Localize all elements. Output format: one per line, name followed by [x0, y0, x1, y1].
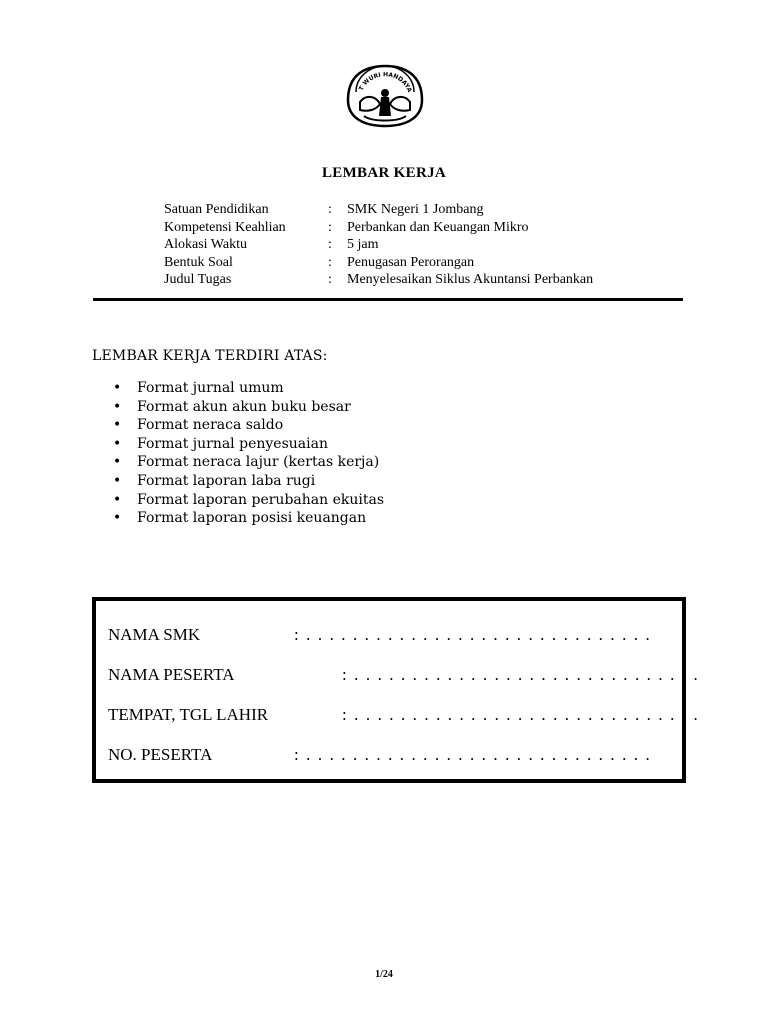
form-blank[interactable]: : . . . . . . . . . . . . . . . . . . . . . . . . . . . . . .: [294, 625, 652, 644]
bullet-icon: •: [113, 435, 122, 452]
list-item-text: Format neraca lajur (kertas kerja): [137, 454, 380, 471]
info-row: [164, 236, 593, 254]
info-value: SMK Negeri 1 Jombang: [347, 202, 484, 217]
list-item-text: Format laporan perubahan ekuitas: [137, 491, 385, 508]
bullet-icon: •: [113, 454, 122, 471]
form-field-no-peserta[interactable]: [108, 745, 651, 765]
info-separator: :: [328, 237, 332, 252]
info-row: [164, 201, 593, 219]
form-blank[interactable]: : . . . . . . . . . . . . . . . . . . . . . . . . . . . . . .: [294, 745, 652, 764]
info-label: Kompetensi Keahlian: [164, 219, 286, 235]
bullet-icon: •: [113, 417, 122, 434]
form-blank[interactable]: : . . . . . . . . . . . . . . . . . . . . . . . . . . . . . .: [342, 665, 700, 684]
list-item: [113, 435, 384, 454]
bullet-icon: •: [113, 491, 122, 508]
list-item: [113, 472, 384, 491]
info-label: Judul Tugas: [164, 272, 232, 287]
info-value: 5 jam: [347, 237, 379, 252]
info-label: Satuan Pendidikan: [164, 202, 269, 217]
info-table: [164, 201, 593, 289]
bullet-icon: •: [113, 472, 122, 489]
info-row: [164, 271, 593, 289]
list-item-text: Format laporan laba rugi: [137, 472, 316, 489]
svg-text:TUT WURI HANDAYANI: [340, 60, 413, 94]
bullet-icon: •: [113, 398, 122, 415]
list-item-text: Format jurnal umum: [137, 380, 284, 396]
participant-form-box: [92, 597, 700, 783]
worksheet-list: [113, 379, 384, 528]
list-item-text: Format jurnal penyesuaian: [137, 435, 328, 452]
list-item: [113, 491, 384, 510]
list-item-text: Format neraca saldo: [137, 417, 284, 434]
horizontal-rule: [93, 298, 683, 301]
form-label: NAMA PESERTA: [108, 665, 235, 684]
info-value: Penugasan Perorangan: [347, 254, 475, 270]
list-heading: LEMBAR KERJA TERDIRI ATAS:: [92, 348, 328, 364]
list-item-text: Format akun akun buku besar: [137, 398, 351, 415]
document-title: LEMBAR KERJA: [321, 165, 447, 181]
list-item-text: Format laporan posisi keuangan: [137, 510, 367, 527]
bullet-icon: •: [113, 380, 122, 396]
form-blank[interactable]: : . . . . . . . . . . . . . . . . . . . . . . . . . . . . . .: [342, 705, 700, 724]
list-item: [113, 416, 384, 435]
bullet-icon: •: [113, 510, 122, 527]
info-separator: :: [328, 272, 332, 287]
form-label: NO. PESERTA: [108, 745, 213, 764]
info-separator: :: [328, 202, 332, 217]
tut-wuri-handayani-emblem-icon: [340, 60, 430, 132]
info-row: [164, 219, 593, 237]
emblem-text: T WURI HANDAYA: [357, 71, 413, 94]
list-item: [113, 379, 384, 398]
info-label: Bentuk Soal: [164, 254, 233, 270]
form-field-nama-smk[interactable]: [108, 625, 651, 645]
info-separator: :: [328, 219, 332, 235]
info-separator: :: [328, 254, 332, 270]
page-number: 1/24: [375, 969, 393, 980]
form-field-nama-peserta[interactable]: [108, 665, 699, 685]
form-label: NAMA SMK: [108, 625, 201, 644]
form-field-tempat-tgl-lahir[interactable]: [108, 705, 699, 725]
info-value: Menyelesaikan Siklus Akuntansi Perbankan: [347, 272, 594, 287]
list-item: [113, 453, 384, 472]
list-item: [113, 398, 384, 417]
info-row: [164, 254, 593, 272]
list-item: [113, 509, 384, 528]
info-label: Alokasi Waktu: [164, 237, 247, 252]
info-value: Perbankan dan Keuangan Mikro: [347, 219, 529, 235]
form-label: TEMPAT, TGL LAHIR: [108, 705, 269, 724]
